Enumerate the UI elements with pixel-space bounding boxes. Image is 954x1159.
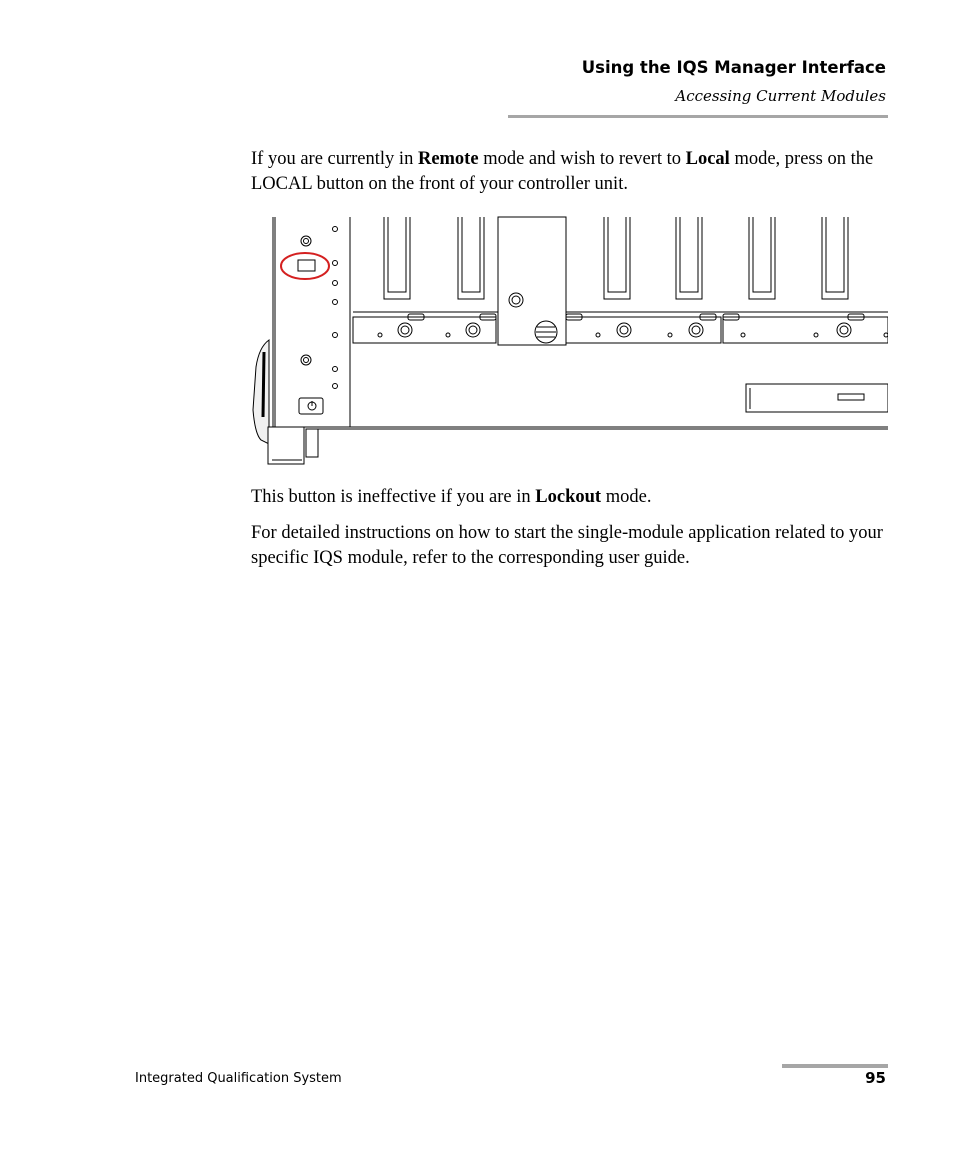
p2-text-1: This button is ineffective if you are in (251, 487, 536, 507)
chassis-outline (273, 217, 888, 429)
paragraph-remote-local (251, 147, 891, 197)
footer-document-title: Integrated Qualification System (135, 1071, 342, 1086)
p1-text-3: mode, press on the LOCAL button on the front of your controller unit. (251, 149, 874, 194)
header-subtitle: Accessing Current Modules (675, 87, 886, 105)
p2-bold-lockout: Lockout (535, 487, 602, 507)
p2-text-2: mode. (601, 487, 652, 507)
paragraph-lockout (251, 485, 891, 510)
p1-bold-local: Local (685, 149, 730, 169)
module-face-rail (353, 314, 888, 343)
local-button (298, 260, 315, 271)
center-divider (498, 217, 566, 345)
local-button-highlight-ring (281, 253, 329, 279)
header-title: Using the IQS Manager Interface (581, 58, 886, 77)
controller-front-panel-illustration (248, 212, 888, 467)
header-rule (508, 115, 888, 118)
page-number: 95 (865, 1069, 886, 1087)
p1-bold-remote: Remote (417, 149, 479, 169)
lower-drawer (746, 384, 888, 412)
paragraph-instructions: For detailed instructions on how to start the single-module application related to your specific IQS module, refer to the corresponding user guide. (251, 523, 883, 568)
p1-text-1: If you are currently in (251, 149, 418, 169)
p1-text-2: mode and wish to revert to (478, 149, 686, 169)
module-slots (384, 217, 848, 299)
footer-rule (782, 1064, 888, 1068)
